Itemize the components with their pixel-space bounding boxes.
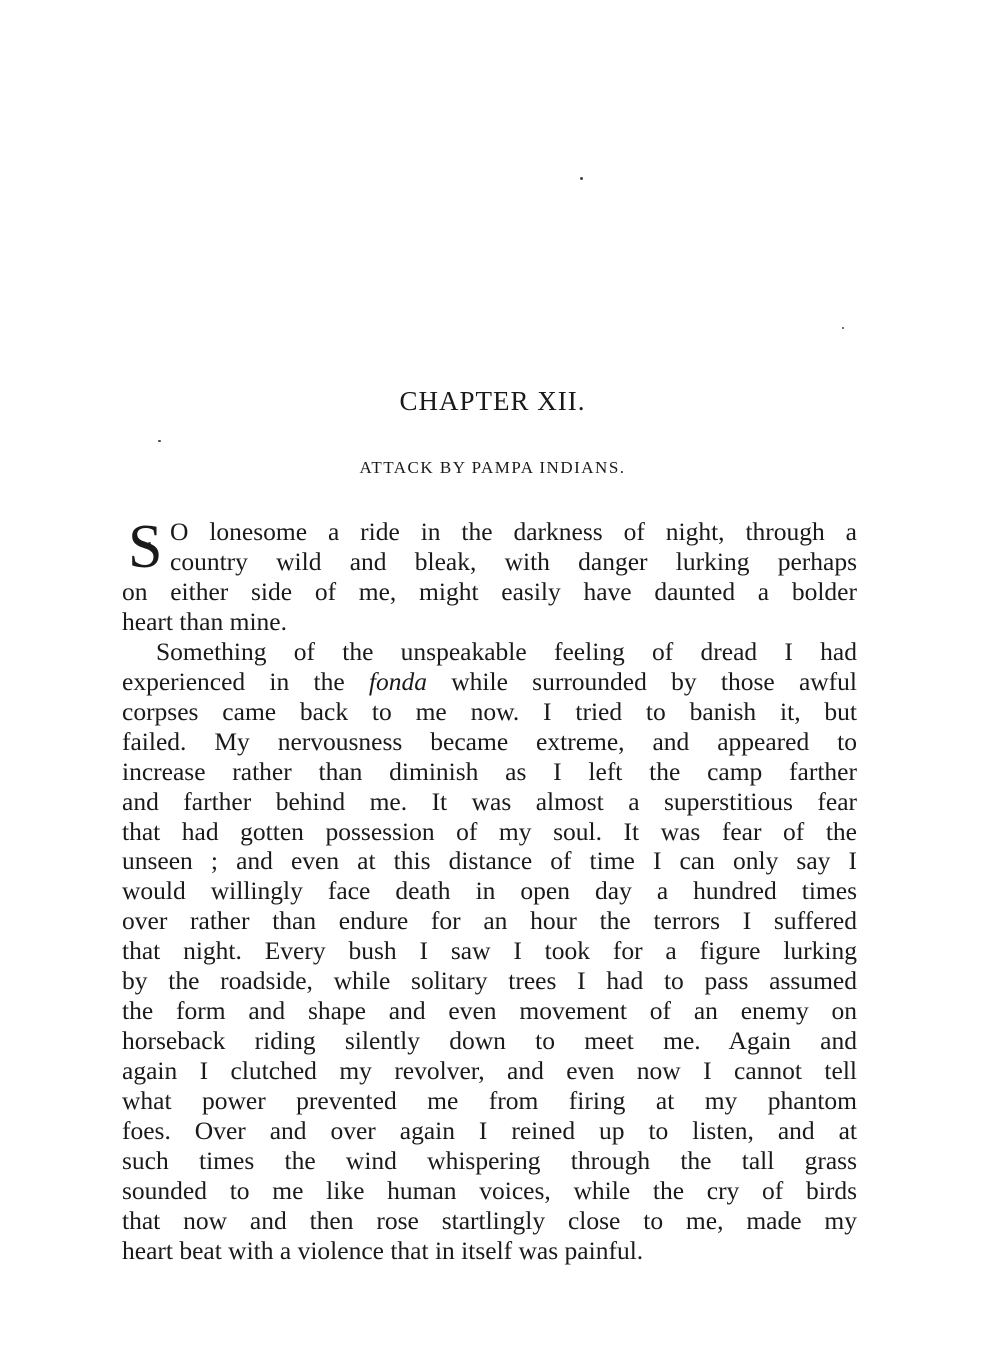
text-line: what power prevented me from firing at my phantom <box>122 1086 857 1116</box>
text-line: Something of the unspeakable feeling of dread I had <box>156 636 857 666</box>
text-line: heart than mine. <box>122 606 287 636</box>
print-speck <box>158 440 161 442</box>
text-line: on either side of me, might easily have daunted a bolder <box>122 576 857 606</box>
text-line: foes. Over and over again I reined up to listen, and at <box>122 1116 857 1146</box>
text-line: horseback riding silently down to meet me. Again and <box>122 1026 857 1056</box>
text-line: corpses came back to me now. I tried to banish it, but <box>122 696 857 726</box>
text-line: over rather than endure for an hour the terrors I suffered <box>122 906 857 936</box>
chapter-title: CHAPTER XII. <box>399 386 586 416</box>
paragraph-1 <box>122 513 857 637</box>
text-line: that had gotten possession of my soul. It was fear of the <box>122 816 857 846</box>
text-line: heart beat with a violence that in itself was painful. <box>122 1235 644 1265</box>
text-line: by the roadside, while solitary trees I had to pass assumed <box>122 966 857 996</box>
chapter-body <box>122 513 858 1266</box>
text-line: sounded to me like human voices, while the cry of birds <box>122 1175 857 1205</box>
text-line: the form and shape and even movement of an enemy on <box>122 996 857 1026</box>
text-line: that night. Every bush I saw I took for a figure lurking <box>122 936 857 966</box>
print-speck <box>842 327 844 329</box>
text-line: unseen ; and even at this distance of time I can only say I <box>122 846 857 876</box>
chapter-subtitle: ATTACK BY PAMPA INDIANS. <box>359 458 626 477</box>
italic-word: fonda <box>368 666 427 696</box>
text-line: failed. My nervousness became extreme, and appeared to <box>122 726 857 756</box>
text-line: O lonesome a ride in the darkness of night, through a <box>170 517 857 546</box>
text-line: increase rather than diminish as I left the camp farther <box>122 756 857 786</box>
text-segment: while surrounded by those awful <box>427 666 858 696</box>
text-line: such times the wind whispering through the tall grass <box>122 1146 857 1176</box>
text-line: and farther behind me. It was almost a superstitious fear <box>122 786 857 816</box>
text-line: that now and then rose startlingly close to me, made my <box>122 1205 857 1235</box>
print-speck <box>580 177 583 180</box>
text-line: would willingly face death in open day a hundred times <box>122 876 857 906</box>
drop-cap: S <box>128 513 163 581</box>
text-line: country wild and bleak, with danger lurking perhaps <box>170 546 857 576</box>
text-line-with-italic <box>122 667 857 697</box>
text-segment: experienced in the <box>122 666 369 696</box>
paragraph-2 <box>122 637 857 1266</box>
text-line: again I clutched my revolver, and even now I cannot tell <box>122 1056 857 1086</box>
